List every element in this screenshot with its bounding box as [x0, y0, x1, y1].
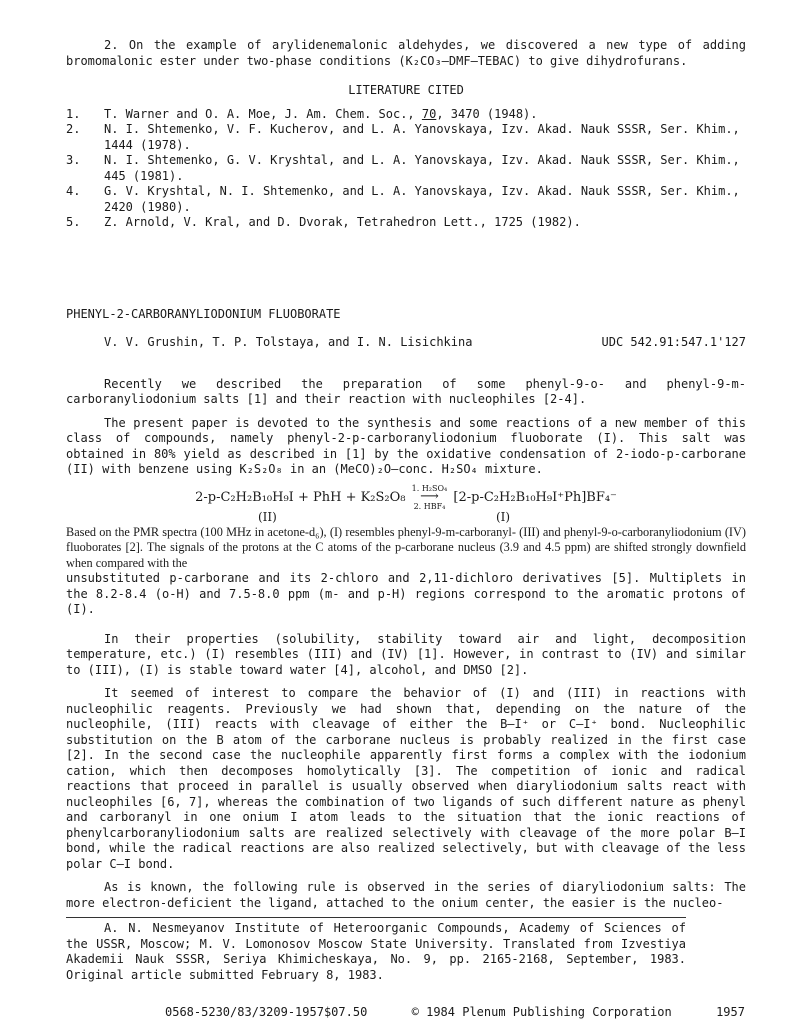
label-i: (I) [496, 509, 511, 524]
reference-item: 3. N. I. Shtemenko, G. V. Kryshtal, and L. A. Yanovskaya, Izv. Akad. Nauk SSSR, Ser. Khim., 445 (1981). [66, 153, 740, 183]
reference-item: 4. G. V. Kryshtal, N. I. Shtemenko, and L. A. Yanovskaya, Izv. Akad. Nauk SSSR, Ser. Khim., 2420 (1980). [66, 184, 740, 214]
paragraph-1: Recently we described the preparation of some phenyl-9-o- and phenyl-9-m-carboranyliodonium salts [1] and their reaction with nucleophiles [2-4]. [66, 376, 746, 406]
page-body [66, 38, 746, 983]
reaction-arrow: 1. H₂SO₄ ⟶ 2. HBF₄ [411, 483, 448, 511]
paragraph-3-start: Based on the PMR spectra (100 MHz in acetone-d₆), (I) resembles phenyl-9-m-carboranyl- (III) and phenyl-9-o-carboranyliodonium (IV) fluoborates [2]. The signals of the protons at the C atoms of the p-carborane nucleus (3.9 and 4.5 ppm) are shifted strongly downfield when compared with the [66, 524, 746, 570]
intro-item: 2. On the example of arylidenemalonic aldehydes, we discovered a new type of adding bromomalonic ester under two-phase conditions (K₂CO₃–DMF–TEBAC) to give dihydrofurans. [66, 38, 746, 68]
paragraph-5: It seemed of interest to compare the behavior of (I) and (III) in reactions with nucleophilic reagents. Previously we had shown that, depending on the nature of the nucleophile, (III) reacts with cleavage of either the B–I⁺ or C–I⁺ bond. Nucleophilic substitution on the B atom of the carborane nucleus is probably realized in the first case [2]. In the second case the nucleophile apparently first forms a complex with the iodonium cation, which then decomposes homolytically [3]. The competition of ionic and radical reactions that proceed in parallel is usually observed when diaryliodonium salts react with nucleophiles [6, 7], whereas the combination of two ligands of such different nature as phenyl and carboranyl in one onium I atom leads to the situation that the ionic reactions of phenylcarboranyliodonium salts are realized selectively with cleavage of the more polar B–I bond, while the radical reactions are also realized selectively, but with cleavage of the less polar C–I bond. [66, 686, 746, 871]
copyright: © 1984 Plenum Publishing Corporation [411, 1005, 672, 1019]
reaction-equation [66, 484, 746, 523]
page-number: 1957 [716, 1005, 745, 1019]
paragraph-2: The present paper is devoted to the synthesis and some reactions of a new member of this class of compounds, namely phenyl-2-p-carboranyliodonium fluoborate (I). This salt was obtained in 80% yield as described in [1] by the oxidative condensation of 2-iodo-p-carborane (II) with benzene using K₂S₂O₈ in an (MeCO)₂O–conc. H₂SO₄ mixture. [66, 415, 746, 476]
paragraph-4: In their properties (solubility, stability toward air and light, decomposition temperature, etc.) (I) resembles (III) and (IV) [1]. However, in contrast to (IV) and similar to (III), (I) is stable toward water [4], alcohol, and DMSO [2]. [66, 631, 746, 677]
page-footer [165, 1005, 745, 1019]
paragraph-3-end: unsubstituted p-carborane and its 2-chloro and 2,11-dichloro derivatives [5]. Multiplets in the 8.2-8.4 (o-H) and 7.5-8.0 ppm (m- and p-H) regions correspond to the aromatic protons of (I). [66, 571, 746, 616]
label-ii: (II) [258, 509, 277, 524]
issn-code: 0568-5230/83/3209-1957$07.50 [165, 1005, 368, 1019]
author-line [66, 335, 746, 349]
reference-list [66, 107, 746, 231]
article-title: PHENYL-2-CARBORANYLIODONIUM FLUOBORATE [66, 306, 341, 321]
reference-item: 1. T. Warner and O. A. Moe, J. Am. Chem. Soc., 70, 3470 (1948). [66, 106, 538, 121]
equation-left: 2-p-C₂H₂B₁₀H₉I + PhH + K₂S₂O₈ [195, 489, 406, 505]
udc-code: UDC 542.91:547.1'127 [601, 334, 746, 349]
equation-right: [2-p-C₂H₂B₁₀H₉I⁺Ph]BF₄⁻ [453, 489, 617, 505]
authors: V. V. Grushin, T. P. Tolstaya, and I. N. Lisichkina [104, 334, 473, 349]
paragraph-6: As is known, the following rule is observed in the series of diaryliodonium salts: The more electron-deficient the ligand, attached to the onium center, the easier is the nucleo- [66, 880, 746, 910]
reference-item: 2. N. I. Shtemenko, V. F. Kucherov, and L. A. Yanovskaya, Izv. Akad. Nauk SSSR, Ser. Khim., 1444 (1978). [66, 122, 740, 152]
affiliation-note: A. N. Nesmeyanov Institute of Heteroorganic Compounds, Academy of Sciences of the USSR, Moscow; M. V. Lomonosov Moscow State University. Translated from Izvestiya Akademii Nauk SSSR, Seriya Khimicheskaya, No. 9, pp. 2165-2168, September, 1983. Original article submitted February 8, 1983. [66, 921, 686, 982]
reference-item: 5. Z. Arnold, V. Kral, and D. Dvorak, Tetrahedron Lett., 1725 (1982). [66, 215, 581, 229]
footnote [66, 917, 686, 983]
literature-heading: LITERATURE CITED [348, 83, 464, 97]
